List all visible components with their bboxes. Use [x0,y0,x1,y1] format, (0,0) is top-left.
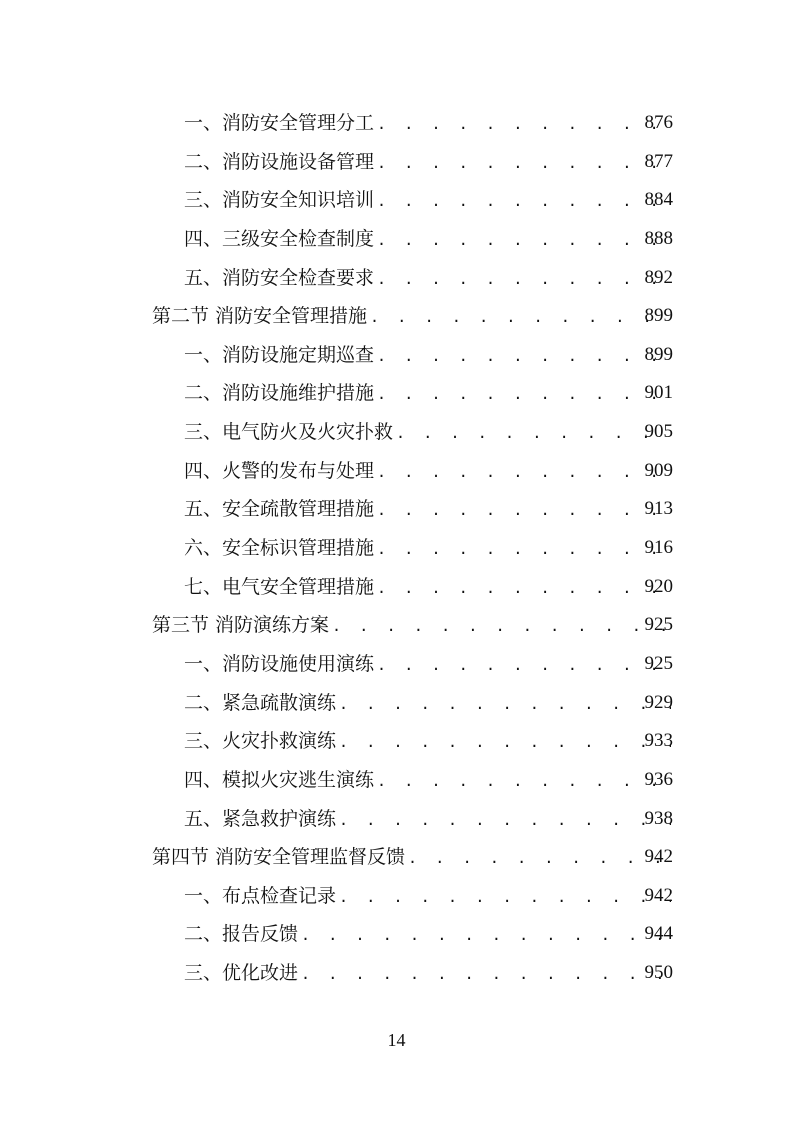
toc-entry-page: 925 [644,614,673,636]
toc-entry-page: 899 [644,343,673,365]
toc-entry-label: 四、火警的发布与处理 [184,459,375,482]
toc-section-entry[interactable] [0,838,793,877]
toc-entry[interactable] [0,684,793,723]
toc-entry-page: 913 [644,498,673,520]
toc-dot-leader [339,723,671,762]
toc-entry-label: 二、消防设施维护措施 [184,382,375,405]
toc-entry-page: 905 [644,421,673,443]
toc-entry-page: 884 [644,189,673,211]
toc-entry-page: 944 [644,923,673,945]
toc-entry-page: 920 [644,575,673,597]
toc-section-entry[interactable] [0,606,793,645]
toc-entry-page: 899 [644,305,673,327]
toc-entry-label: 二、紧急疏散演练 [184,691,337,714]
toc-section-entry[interactable] [0,297,793,336]
toc-entry-page: 901 [644,382,673,404]
toc-entry-label: 一、消防设施定期巡查 [184,343,375,366]
toc-entry-label: 一、消防安全管理分工 [184,112,375,134]
toc-entry[interactable] [0,490,793,529]
toc-entry-page: 909 [644,459,673,481]
toc-entry[interactable] [0,529,793,568]
toc-entry-page: 892 [644,266,673,288]
toc-entry[interactable] [0,877,793,916]
toc-entry-label: 三、电气防火及火灾扑救 [184,421,394,444]
toc-dot-leader [396,414,671,453]
toc-dot-leader [377,375,671,414]
toc-dot-leader [377,221,671,260]
toc-dot-leader [370,298,671,337]
toc-entry-label: 七、电气安全管理措施 [184,575,375,598]
toc-entry[interactable] [0,336,793,375]
toc-dot-leader [339,685,671,724]
toc-entry-page: 888 [644,227,673,249]
toc-dot-leader [377,453,671,492]
toc-entry[interactable] [0,374,793,413]
toc-entry-page: 942 [644,846,673,868]
toc-dot-leader [377,105,671,144]
toc-entry[interactable] [0,413,793,452]
toc-entry-page: 929 [644,691,673,713]
toc-entry[interactable] [0,568,793,607]
toc-entry-label: 二、报告反馈 [184,923,299,946]
toc-entry-page: 877 [644,150,673,172]
toc-dot-leader [408,839,671,878]
toc-entry[interactable] [0,104,793,143]
toc-entry[interactable] [0,143,793,182]
toc-entry-page: 938 [644,807,673,829]
toc-entry-label: 三、优化改进 [184,962,299,985]
toc-entry[interactable] [0,761,793,800]
toc-entry[interactable] [0,800,793,839]
toc-dot-leader [377,491,671,530]
toc-dot-leader [377,762,671,801]
toc-entry-label: 第三节 消防演练方案 [152,614,330,637]
toc-dot-leader [377,569,671,608]
toc-entry[interactable] [0,452,793,491]
toc-entry-page: 916 [644,537,673,559]
toc-entry-label: 三、消防安全知识培训 [184,189,375,212]
toc-dot-leader [301,955,671,994]
toc-dot-leader [377,530,671,569]
toc-entry-label: 一、布点检查记录 [184,884,337,907]
toc-entry[interactable] [0,220,793,259]
toc-dot-leader [377,260,671,299]
toc-entry-page: 933 [644,730,673,752]
toc-entry-page: 942 [644,884,673,906]
toc-entry[interactable] [0,181,793,220]
toc-entry[interactable] [0,722,793,761]
toc-entry-page: 876 [644,112,673,133]
toc-entry-label: 第四节 消防安全管理监督反馈 [152,846,406,869]
toc-dot-leader [339,878,671,917]
toc-dot-leader [377,144,671,183]
toc-entry-label: 五、消防安全检查要求 [184,266,375,289]
toc-dot-leader [332,607,671,646]
toc-entry-label: 三、火灾扑救演练 [184,730,337,753]
table-of-contents [0,104,793,993]
toc-entry[interactable] [0,259,793,298]
toc-entry[interactable] [0,954,793,993]
toc-entry[interactable] [0,915,793,954]
toc-entry-label: 二、消防设施设备管理 [184,150,375,173]
toc-dot-leader [301,916,671,955]
toc-dot-leader [377,646,671,685]
toc-entry-label: 五、安全疏散管理措施 [184,498,375,521]
toc-entry[interactable] [0,645,793,684]
toc-dot-leader [377,337,671,376]
toc-entry-label: 五、紧急救护演练 [184,807,337,830]
toc-dot-leader [377,182,671,221]
page-number: 14 [387,1030,406,1050]
toc-entry-page: 950 [644,962,673,984]
toc-entry-label: 六、安全标识管理措施 [184,537,375,560]
toc-dot-leader [339,801,671,840]
toc-entry-label: 一、消防设施使用演练 [184,652,375,675]
toc-entry-page: 936 [644,768,673,790]
toc-entry-label: 四、模拟火灾逃生演练 [184,768,375,791]
toc-entry-page: 925 [644,652,673,674]
toc-entry-label: 四、三级安全检查制度 [184,227,375,250]
toc-entry-label: 第二节 消防安全管理措施 [152,305,368,328]
